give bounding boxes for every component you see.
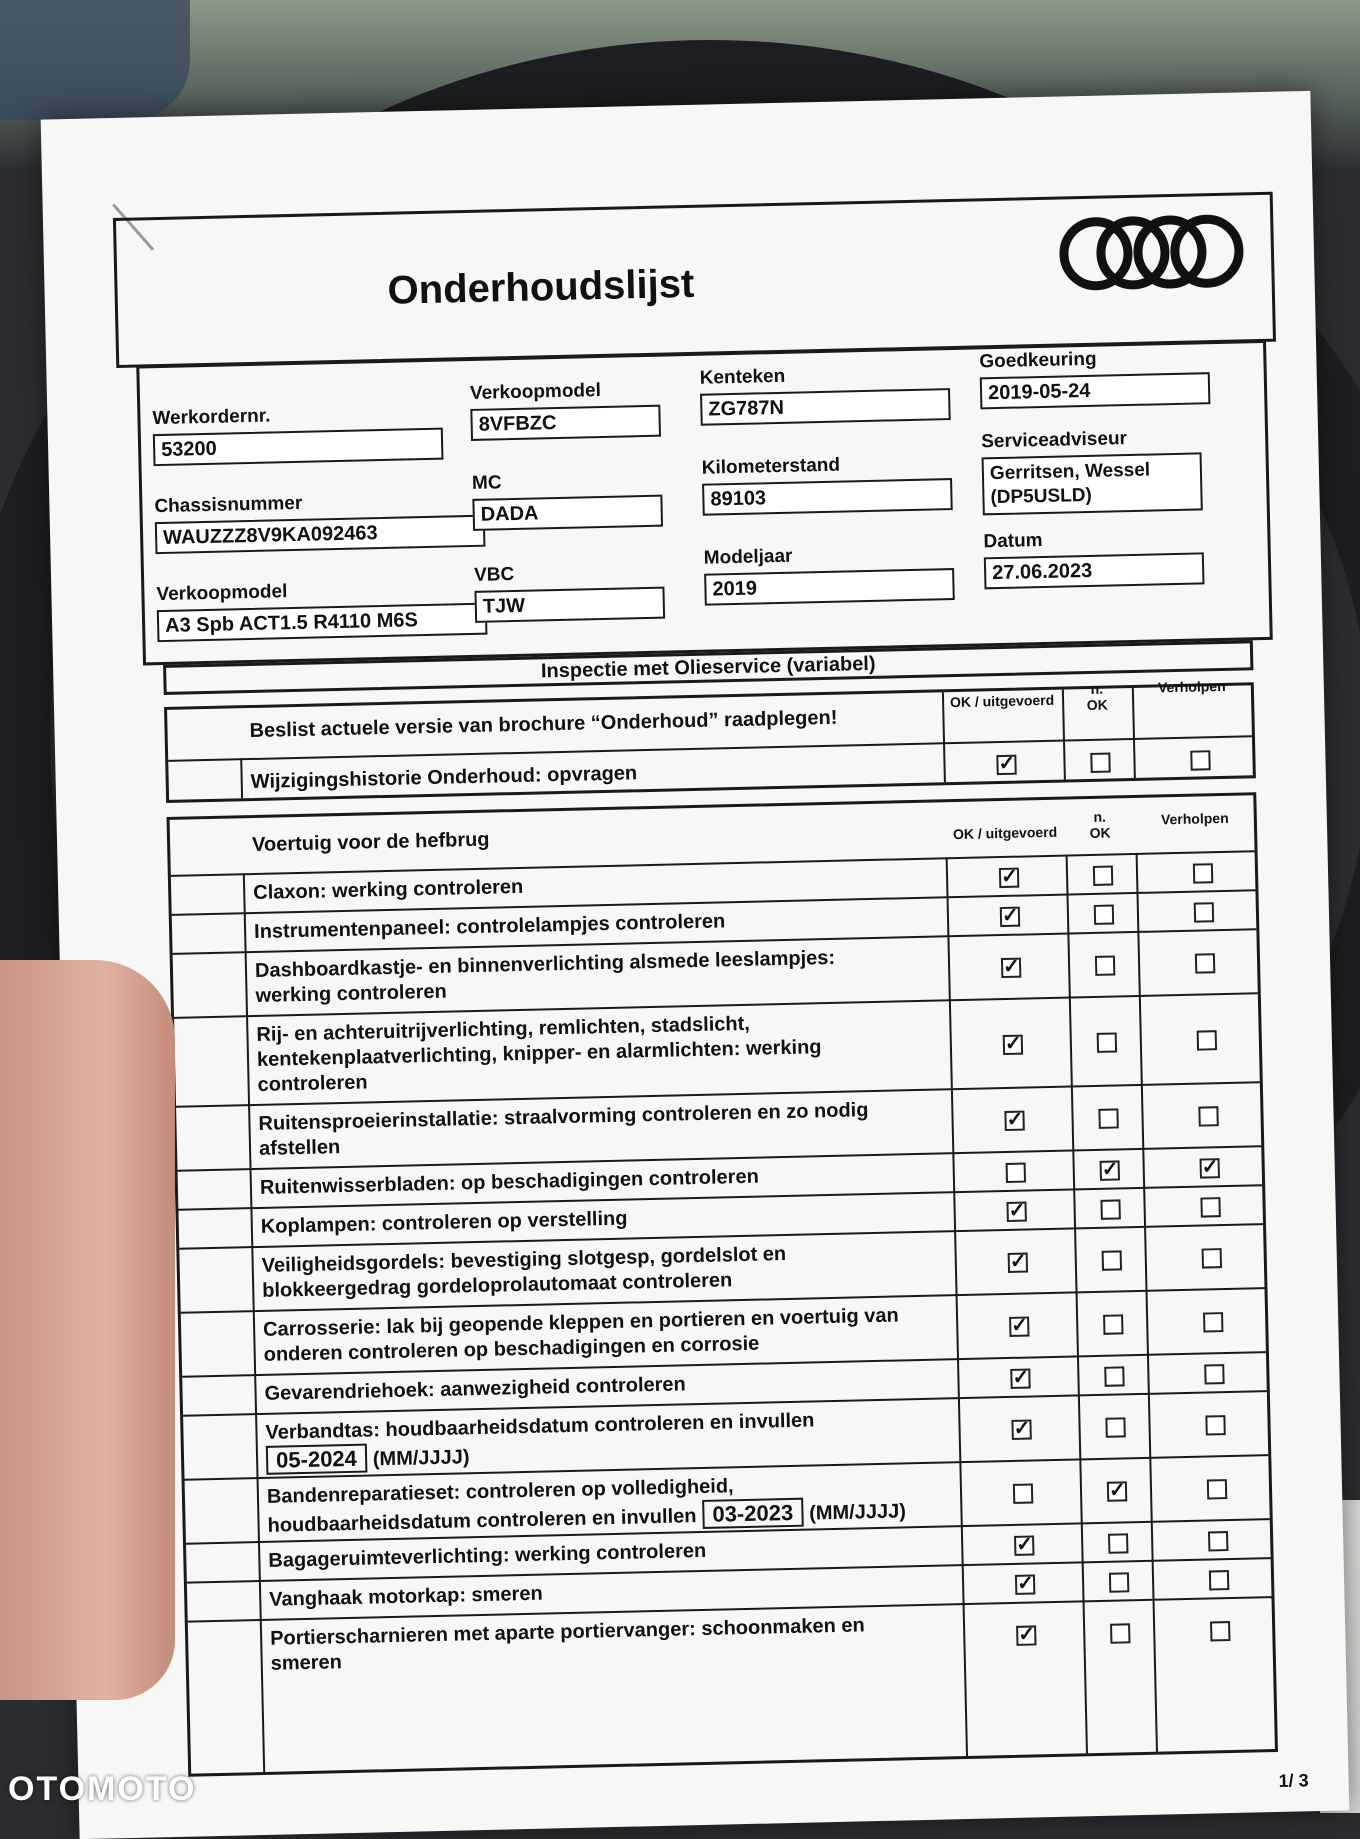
column-ok: OK / uitgevoerd [952, 823, 1058, 843]
row-label-line: Portierscharnieren met aparte portiervanger: schoonmaken en [269, 1614, 865, 1650]
row-label-line: Vanghaak motorkap: smeren [269, 1582, 543, 1611]
row-fix-checkbox [1195, 953, 1215, 973]
row-label: Wijzigingshistorie Onderhoud: opvragen [250, 762, 638, 794]
serviceadviseur-code: (DP5USLD) [990, 484, 1093, 509]
audi-logo-icon [1050, 205, 1252, 300]
chassisnummer-label: Chassisnummer [154, 492, 303, 518]
row-label-line: Rij- en achteruitrijverlichting, remlichten, stadslicht, [256, 1012, 751, 1046]
column-fix: Verholpen [1157, 677, 1226, 696]
row-fix-checkbox [1209, 1570, 1229, 1590]
row-label-line: Verbandtas: houdbaarheidsdatum controleren en invullen [265, 1409, 815, 1444]
brochure-header: Beslist actuele versie van brochure “Onderhoud” raadplegen! [249, 706, 838, 743]
row-label [253, 875, 524, 906]
row-fix-checkbox [1197, 1030, 1217, 1050]
row-label-line: Dashboardkastje- en binnenverlichting alsmede leeslampjes: [254, 946, 836, 982]
hefbrug-table [167, 792, 1278, 1776]
row-label [264, 1372, 686, 1407]
row-label-line: werking controleren [255, 980, 447, 1007]
row-label [260, 1165, 759, 1201]
background-car [0, 0, 190, 120]
header-box [113, 192, 1276, 368]
werkordernr-value: 53200 [153, 428, 444, 467]
row-nok-checkbox [1100, 1199, 1120, 1219]
row-ok-checkbox [1009, 1317, 1029, 1337]
row-ok-checkbox [996, 755, 1016, 775]
row-label [258, 1098, 869, 1162]
serviceadviseur-name: Gerritsen, Wessel [989, 459, 1151, 485]
kenteken-label: Kenteken [699, 365, 786, 389]
row-label-line: Veiligheidsgordels: bevestiging slotgesp, gordelslot en [261, 1243, 787, 1277]
row-label-line: blokkeergedrag gordeloprolautomaat controleren [262, 1269, 733, 1302]
row-fix-checkbox [1193, 863, 1213, 883]
row-fix-checkbox [1198, 1106, 1218, 1126]
row-nok-checkbox [1103, 1314, 1123, 1334]
row-fix-checkbox [1194, 902, 1214, 922]
row-label-line: Gevarendriehoek: aanwezigheid controleren [264, 1373, 686, 1405]
kilometerstand-value: 89103 [702, 478, 953, 516]
row-nok-checkbox [1107, 1481, 1127, 1501]
row-fix-checkbox [1200, 1158, 1220, 1178]
row-fix-checkbox [1210, 1621, 1230, 1641]
row-ok-checkbox [1014, 1535, 1034, 1555]
goedkeuring-value: 2019-05-24 [980, 372, 1211, 409]
brochure-table [164, 677, 1256, 803]
modeljaar-label: Modeljaar [703, 545, 793, 569]
document-title: Onderhoudslijst [387, 261, 695, 313]
row-ok-checkbox [1011, 1419, 1031, 1439]
row-ok-checkbox [1004, 1111, 1024, 1131]
row-ok-checkbox [1015, 1574, 1035, 1594]
row-ok-checkbox [1006, 1202, 1026, 1222]
row-ok-checkbox [999, 868, 1019, 888]
expiry-date-field: 03-2023 [702, 1498, 803, 1529]
chassisnummer-value: WAUZZZ8V9KA092463 [155, 515, 486, 554]
row-label-line: Carrosserie: lak bij geopende kleppen en portieren en voertuig van [262, 1304, 899, 1341]
row-label-line: controleren [257, 1071, 368, 1096]
mc-label: MC [471, 472, 502, 494]
hand [0, 960, 175, 1700]
row-nok-checkbox [1110, 1623, 1130, 1643]
verkoopmodel-value: A3 Spb ACT1.5 R4110 M6S [157, 603, 488, 642]
row-label-line: Claxon: werking controleren [253, 875, 524, 905]
werkordernr-label: Werkordernr. [152, 405, 271, 430]
row-nok-checkbox [1102, 1250, 1122, 1270]
row-fix-checkbox [1208, 1531, 1228, 1551]
row-fix-checkbox [1190, 750, 1210, 770]
kenteken-value: ZG787N [700, 388, 951, 426]
row-ok-checkbox [1013, 1483, 1033, 1503]
row-label-line: onderen controleren op beschadigingen en corrosie [263, 1332, 760, 1366]
verkoopmodel-code-value: 8VFBZC [470, 405, 661, 441]
row-label [269, 1582, 543, 1613]
datum-value: 27.06.2023 [984, 552, 1205, 589]
row-label [265, 1408, 815, 1474]
row-nok-checkbox [1093, 865, 1113, 885]
row-label-line: Instrumentenpaneel: controlelampjes controleren [253, 910, 726, 943]
column-fix: Verholpen [1160, 809, 1229, 828]
verkoopmodel-label: Verkoopmodel [156, 581, 288, 606]
date-format-label: (MM/JJJJ) [372, 1446, 470, 1471]
row-label [263, 1303, 900, 1367]
row-nok-checkbox [1105, 1417, 1125, 1437]
row-label-line: afstellen [258, 1136, 341, 1160]
row-label-line: smeren [270, 1651, 343, 1675]
kilometerstand-label: Kilometerstand [701, 454, 841, 479]
row-label-line: houdbaarheidsdatum controleren en invullen 03-2023 (MM/JJJJ) [267, 1495, 906, 1538]
row-ok-checkbox [1010, 1368, 1030, 1388]
serviceadviseur-value [982, 452, 1203, 515]
page-number: 1/ 3 [1278, 1770, 1309, 1791]
mc-value: DADA [472, 495, 663, 531]
vbc-label: VBC [473, 564, 515, 586]
row-nok-checkbox [1109, 1572, 1129, 1592]
column-nok: n. OK [1086, 680, 1108, 714]
row-nok-checkbox [1108, 1533, 1128, 1553]
row-label [254, 909, 726, 945]
row-label-line: Ruitensproeierinstallatie: straalvorming controleren en zo nodig [258, 1099, 869, 1135]
row-fix-checkbox [1205, 1415, 1225, 1435]
datum-label: Datum [983, 530, 1043, 553]
modeljaar-value: 2019 [704, 568, 955, 606]
row-nok-checkbox [1094, 904, 1114, 924]
row-ok-checkbox [1008, 1253, 1028, 1273]
vbc-value: TJW [474, 587, 665, 623]
date-format-label: (MM/JJJJ) [808, 1500, 907, 1525]
row-nok-checkbox [1090, 753, 1110, 773]
row-ok-checkbox [1006, 1163, 1026, 1183]
watermark-logo: OTOMOTO [8, 1770, 197, 1808]
row-label-line: Bagageruimteverlichting: werking controleren [268, 1539, 707, 1572]
expiry-date-field: 05-2024 [266, 1444, 367, 1475]
row-nok-checkbox [1104, 1366, 1124, 1386]
row-fix-checkbox [1202, 1248, 1222, 1268]
section-title: Inspectie met Olieservice (variabel) [163, 640, 1253, 695]
row-fix-checkbox [1200, 1197, 1220, 1217]
row-ok-checkbox [1003, 1035, 1023, 1055]
row-label-line: Koplampen: controleren op verstelling [260, 1207, 628, 1238]
serviceadviseur-label: Serviceadviseur [980, 428, 1128, 453]
row-nok-checkbox [1100, 1160, 1120, 1180]
column-ok: OK / uitgevoerd [949, 691, 1055, 711]
row-nok-checkbox [1098, 1108, 1118, 1128]
maintenance-sheet [41, 91, 1350, 1839]
column-nok: n. OK [1089, 808, 1111, 842]
row-fix-checkbox [1203, 1312, 1223, 1332]
row-label-line: kentekenplaatverlichting, knipper- en alarmlichten: werking [256, 1036, 822, 1071]
row-ok-checkbox [1000, 907, 1020, 927]
row-label-line: Ruitenwisserbladen: op beschadigingen controleren [259, 1165, 760, 1199]
verkoopmodel-code-label: Verkoopmodel [469, 379, 602, 404]
goedkeuring-label: Goedkeuring [979, 348, 1097, 373]
row-label-line: Bandenreparatieset: controleren op volledigheid, [266, 1475, 734, 1508]
row-label [268, 1539, 706, 1574]
row-nok-checkbox [1097, 1032, 1117, 1052]
row-label [256, 1010, 822, 1098]
row-fix-checkbox [1207, 1479, 1227, 1499]
row-ok-checkbox [1016, 1625, 1036, 1645]
row-ok-checkbox [1001, 958, 1021, 978]
row-fix-checkbox [1204, 1364, 1224, 1384]
vehicle-info-box [136, 340, 1273, 666]
row-label [270, 1613, 866, 1676]
row-nok-checkbox [1095, 955, 1115, 975]
hefbrug-header: Voertuig voor de hefbrug [251, 828, 490, 857]
row-label [261, 1207, 628, 1240]
row-label [255, 946, 836, 1009]
row-label [261, 1242, 787, 1304]
